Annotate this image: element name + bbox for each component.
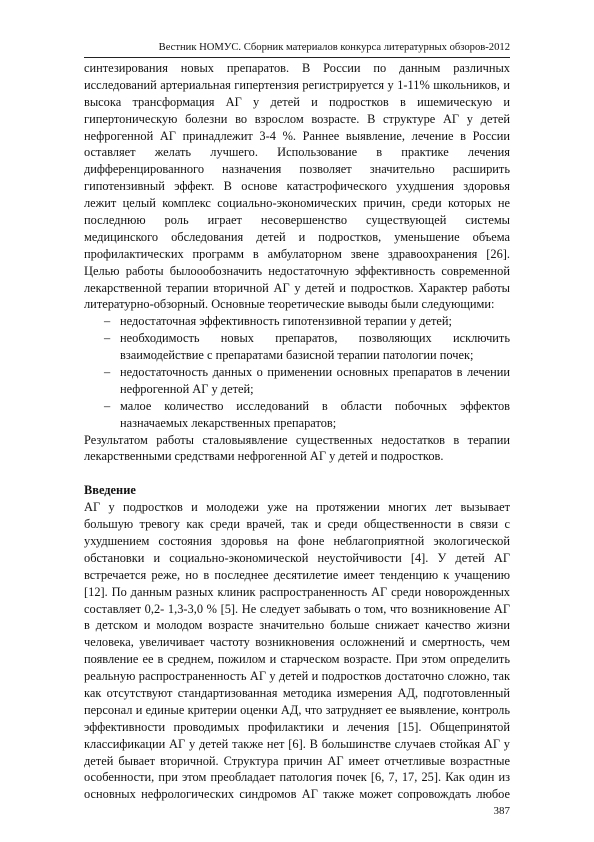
- text-line: лекарственной терапии вторичной АГ у детей и подростков. Характер работы: [84, 280, 510, 295]
- text-line: составляет 0,2- 1,3-3,0 % [5]. Не следует забывать о том, что возникновение АГ: [84, 601, 510, 616]
- text-line: исследований артериальная гипертензия регистрируется у 1-11% школьников, и: [84, 77, 510, 92]
- list-item: [84, 364, 510, 381]
- list-item-continuation: назначаемых лекарственных препаратов;: [120, 415, 337, 430]
- result-paragraph: [84, 432, 510, 466]
- text-line: детей бывает вторичной. Структура причин АГ имеет отчетливые возрастные: [84, 753, 510, 768]
- text-line: литературно-обзорный. Основные теоретические выводы были следующими:: [84, 297, 495, 312]
- list-dash: –: [104, 398, 111, 413]
- intro-paragraph: [84, 499, 510, 803]
- text-line: реальную распространенность АГ у детей и подростков достаточно сложно, так: [84, 669, 510, 684]
- text-line: основных нефрологических синдромов АГ также может сопровождать любое: [84, 787, 510, 802]
- list-item: [84, 398, 510, 415]
- header-rule: [84, 57, 510, 58]
- abstract-paragraph: [84, 60, 510, 313]
- conclusions-list: [84, 313, 510, 431]
- text-line: гипертоническую болезни во взрослом возрасте. В структуре АГ у детей: [84, 111, 510, 126]
- list-item-text: необходимость новых препаратов, позволяющих исключить: [120, 331, 510, 346]
- page-body: [84, 60, 510, 803]
- list-item: [84, 330, 510, 347]
- list-item: [84, 313, 510, 330]
- list-item-continuation: взаимодействие с препаратами базисной терапии патологии почек;: [120, 348, 474, 363]
- text-line: нефрогенной АГ принадлежит 3-4 %. Раннее выявление, лечение в России: [84, 128, 510, 143]
- text-line: появление ее в среднем, пожилом и старческом возрасте. При этом определить: [84, 652, 510, 667]
- text-line: обстановки и социально-экономической неустойчивости [4]. У детей АГ: [84, 550, 510, 565]
- list-item-text: недостаточная эффективность гипотензивной терапии у детей;: [120, 314, 452, 329]
- text-line: высока трансформация АГ у детей и подростков в ишемическую и: [84, 94, 510, 109]
- page-number: 387: [493, 805, 510, 817]
- text-line: Целью работы былоообозначить недостаточную эффективность современной: [84, 263, 510, 278]
- text-line: лекарственными средствами нефрогенной АГ у детей и подростков.: [84, 449, 444, 464]
- paragraph-gap: [84, 465, 510, 482]
- list-dash: –: [104, 365, 111, 380]
- text-line: АГ у подростков и молодежи уже на протяжении многих лет вызывает: [84, 500, 510, 515]
- running-header: Вестник НОМУС. Сборник материалов конкурса литературных обзоров-2012: [158, 42, 510, 53]
- text-line: большую тревогу как среди врачей, так и среди общественности в связи с: [84, 517, 510, 532]
- text-line: особенности, при этом преобладает патология почек [6, 7, 17, 25]. Как один из: [84, 770, 510, 785]
- list-item-text: недостаточность данных о применении основных препаратов в лечении: [120, 365, 510, 380]
- text-line: оставляет желать лучшего. Использование в практике лечения: [84, 145, 510, 160]
- text-line: дифференцированного назначения позволяет значительно расширить: [84, 162, 510, 177]
- text-line: в детском и молодом возрасте значительно больше снижает качество жизни: [84, 618, 510, 633]
- text-line: профилактических программ в амбулаторном звене здравоохранения [26].: [84, 246, 510, 261]
- text-line: лежит целый комплекс социально-экономических причин, среди которых не: [84, 196, 510, 211]
- list-item-continuation: нефрогенной АГ у детей;: [120, 381, 254, 396]
- list-dash: –: [104, 331, 111, 346]
- text-line: Результатом работы сталовыявление существенных недостатков в терапии: [84, 432, 510, 447]
- list-item-text: малое количество исследований в области побочных эффектов: [120, 398, 510, 413]
- text-line: персонал и единые критерии оценки АД, что затрудняет ее выявление, контроль: [84, 702, 510, 717]
- text-line: ухудшением состояния здоровья на фоне неблагоприятной экологической: [84, 533, 510, 548]
- text-line: встречается реже, но в последнее десятилетие имеет тенденцию к учащению: [84, 567, 510, 582]
- text-line: медицинского обследования детей и подростков, уменьшение объема: [84, 229, 510, 244]
- text-line: гипотензивный эффект. В основе катастрофического ухудшения здоровья: [84, 179, 510, 194]
- list-dash: –: [104, 314, 111, 329]
- text-line: классификации АГ у детей также нет [6]. В большинстве случаев стойкая АГ у: [84, 736, 510, 751]
- text-line: как отсутствуют стандартизованная методика измерения АД, подготовленный: [84, 685, 510, 700]
- text-line: синтезирования новых препаратов. В России по данным различных: [84, 61, 510, 75]
- text-line: последнюю роль играет несовершенство существующей системы: [84, 213, 510, 228]
- text-line: [12]. По данным разных клиник распространенность АГ среди новорожденных: [84, 584, 510, 599]
- text-line: эффективности проводимых профилактики и лечения [15]. Общепринятой: [84, 719, 510, 734]
- section-heading: Введение: [84, 483, 136, 498]
- text-line: человека, увеличивает частоту возникновения осложнений и смертность, чем: [84, 635, 510, 650]
